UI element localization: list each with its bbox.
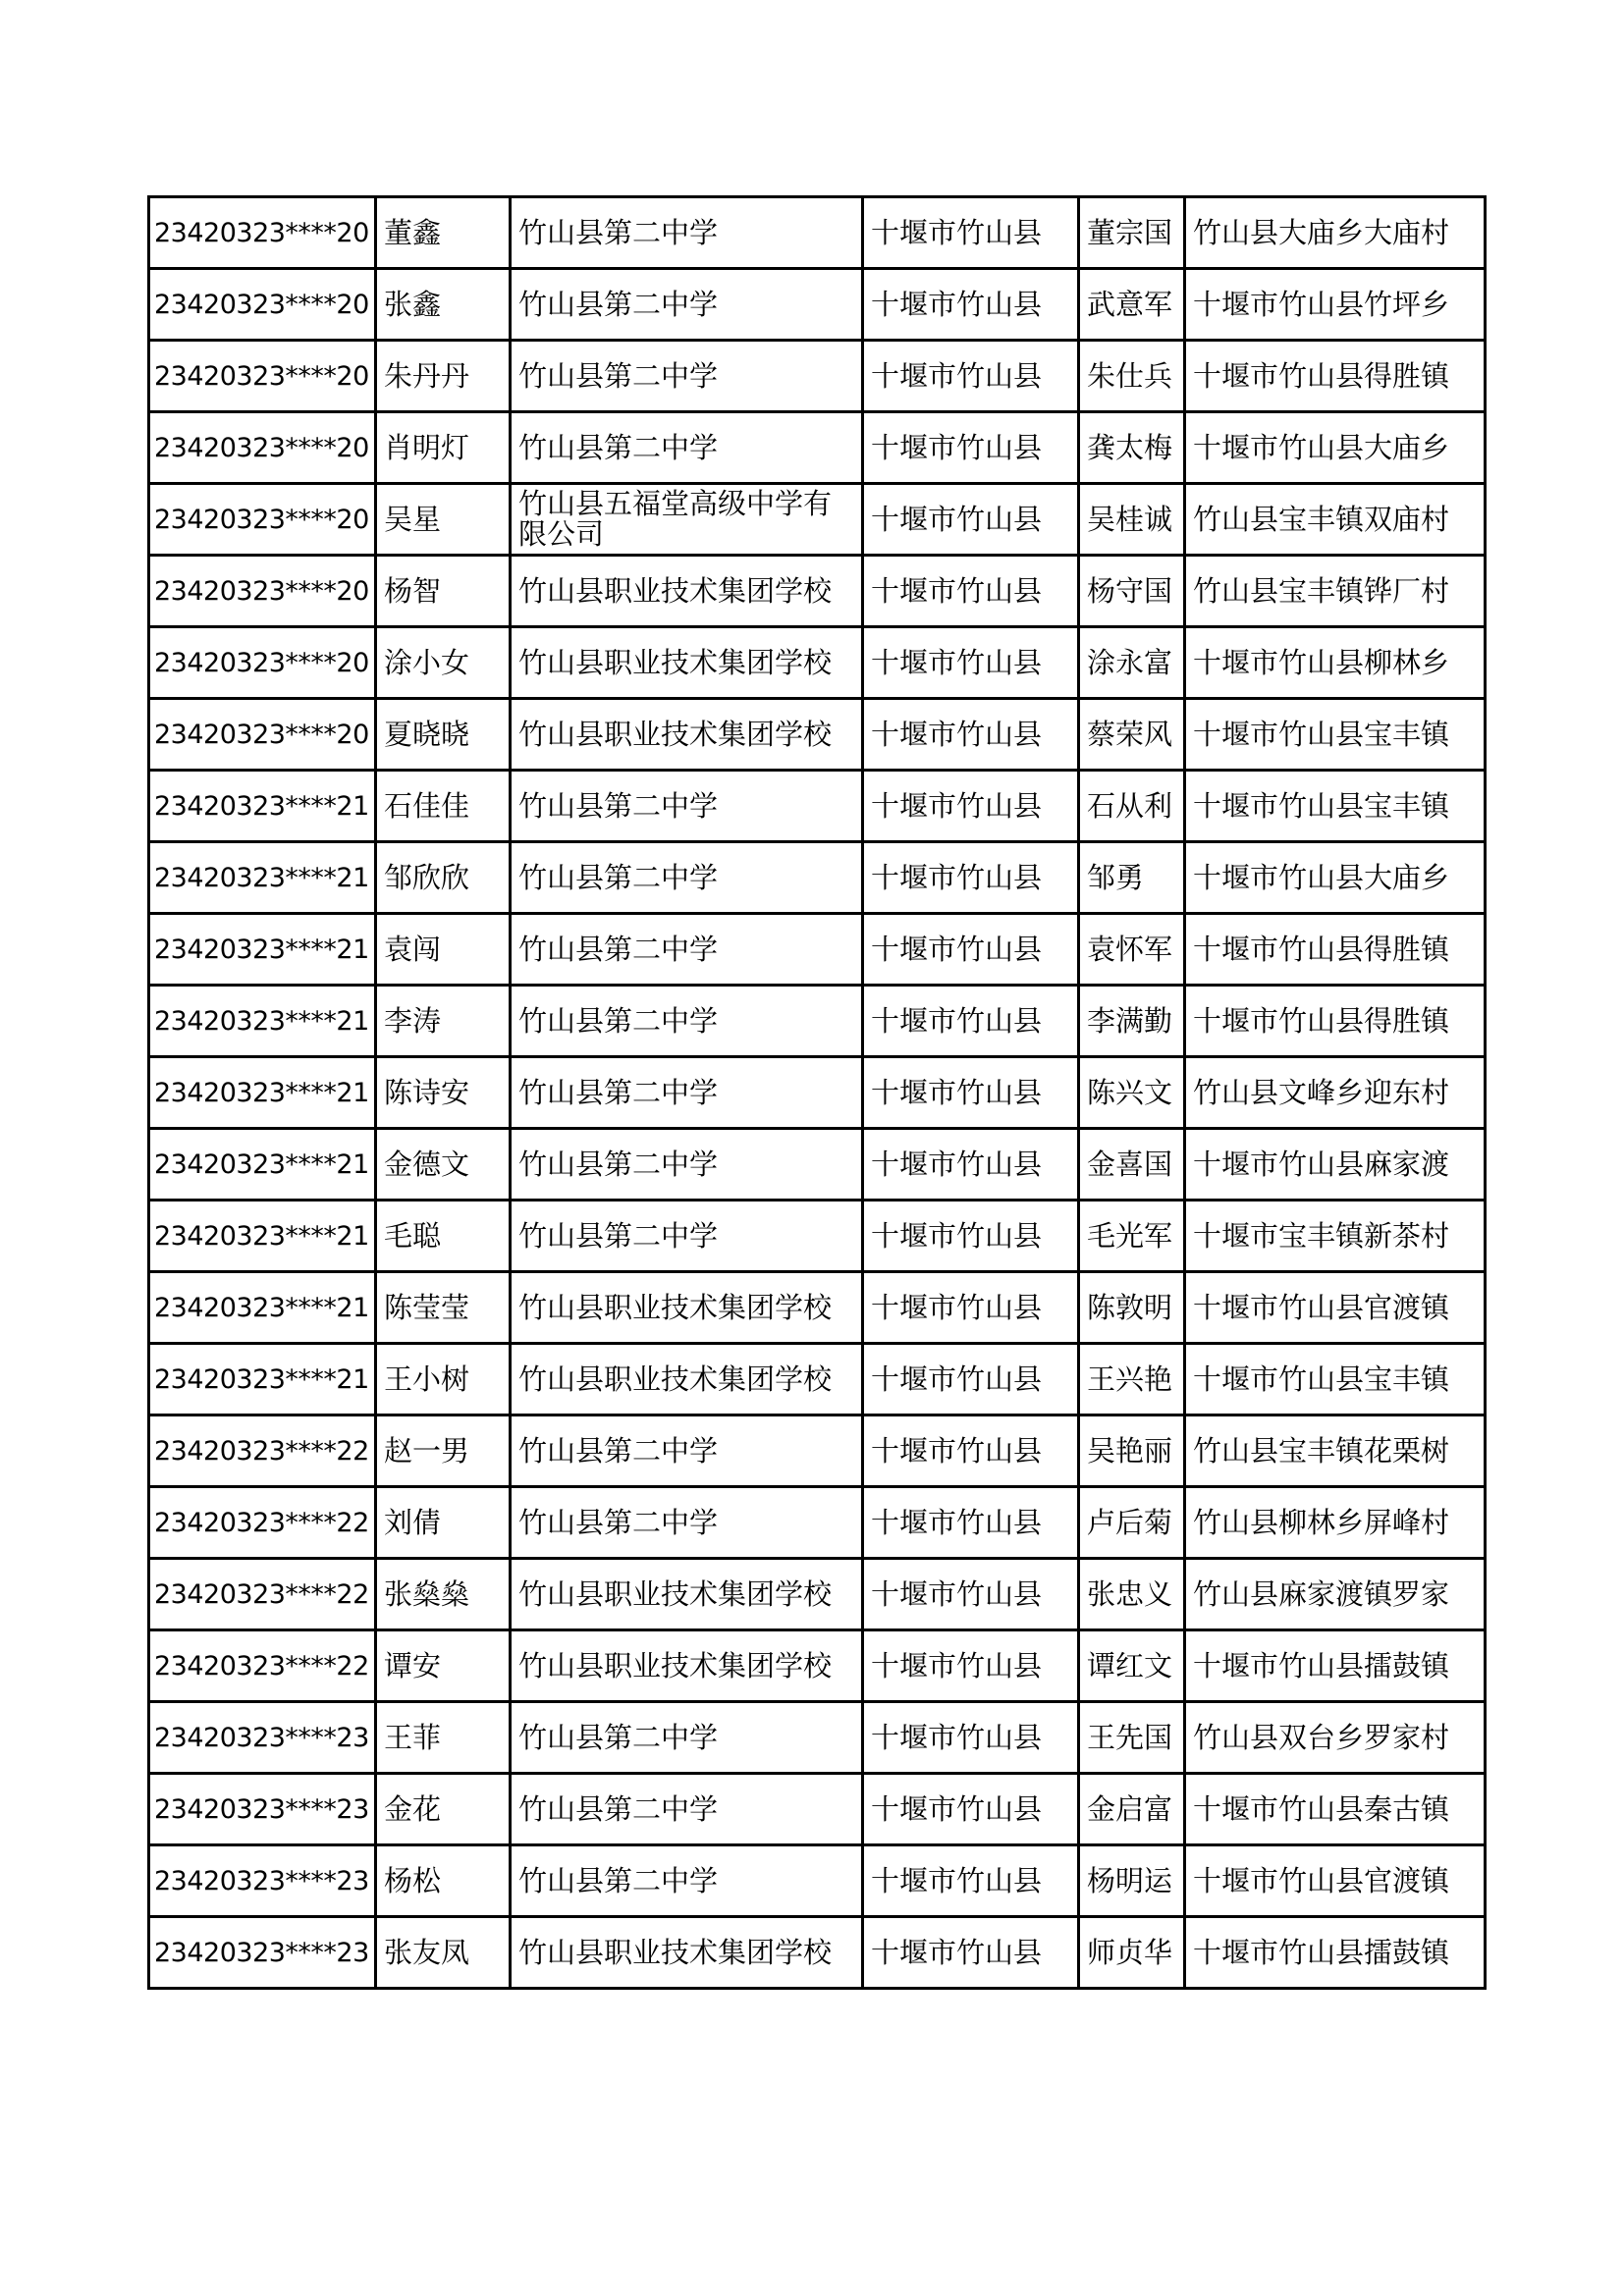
id-cell: 23420323****23	[149, 1917, 376, 1989]
name-cell: 夏晓晓	[376, 699, 511, 771]
table-row	[149, 1630, 1486, 1702]
id-cell: 23420323****20	[149, 699, 376, 771]
id-cell: 23420323****22	[149, 1559, 376, 1630]
id-cell: 23420323****22	[149, 1487, 376, 1559]
guardian-cell: 蔡荣风	[1079, 699, 1185, 771]
table-row	[149, 1272, 1486, 1344]
table-row	[149, 986, 1486, 1057]
address-cell: 十堰市竹山县得胜镇	[1185, 914, 1486, 986]
region-cell: 十堰市竹山县	[863, 1487, 1079, 1559]
id-cell: 23420323****21	[149, 771, 376, 842]
id-cell: 23420323****21	[149, 914, 376, 986]
address-cell: 十堰市竹山县官渡镇	[1185, 1845, 1486, 1917]
name-cell: 杨智	[376, 556, 511, 627]
school-cell: 竹山县第二中学	[511, 341, 863, 412]
school-cell: 竹山县第二中学	[511, 269, 863, 341]
id-cell: 23420323****20	[149, 197, 376, 269]
name-cell: 陈诗安	[376, 1057, 511, 1129]
region-cell: 十堰市竹山县	[863, 1201, 1079, 1272]
id-cell: 23420323****20	[149, 484, 376, 556]
school-cell: 竹山县职业技术集团学校	[511, 699, 863, 771]
guardian-cell: 吴艳丽	[1079, 1415, 1185, 1487]
id-cell: 23420323****22	[149, 1415, 376, 1487]
region-cell: 十堰市竹山县	[863, 1559, 1079, 1630]
table-row	[149, 1559, 1486, 1630]
region-cell: 十堰市竹山县	[863, 986, 1079, 1057]
name-cell: 袁闯	[376, 914, 511, 986]
region-cell: 十堰市竹山县	[863, 771, 1079, 842]
address-cell: 十堰市竹山县官渡镇	[1185, 1272, 1486, 1344]
id-cell: 23420323****20	[149, 556, 376, 627]
table-row	[149, 699, 1486, 771]
guardian-cell: 毛光军	[1079, 1201, 1185, 1272]
id-cell: 23420323****23	[149, 1845, 376, 1917]
table-row	[149, 1129, 1486, 1201]
guardian-cell: 李满勤	[1079, 986, 1185, 1057]
table-row	[149, 1057, 1486, 1129]
school-cell: 竹山县第二中学	[511, 1129, 863, 1201]
table-row	[149, 1415, 1486, 1487]
address-cell: 十堰市竹山县宝丰镇	[1185, 1344, 1486, 1415]
name-cell: 涂小女	[376, 627, 511, 699]
table-row	[149, 1702, 1486, 1774]
id-cell: 23420323****23	[149, 1702, 376, 1774]
id-cell: 23420323****21	[149, 842, 376, 914]
guardian-cell: 王兴艳	[1079, 1344, 1185, 1415]
roster-table	[147, 195, 1487, 1990]
table-row	[149, 627, 1486, 699]
id-cell: 23420323****23	[149, 1774, 376, 1845]
id-cell: 23420323****20	[149, 412, 376, 484]
guardian-cell: 陈敦明	[1079, 1272, 1185, 1344]
address-cell: 十堰市竹山县得胜镇	[1185, 341, 1486, 412]
table-row	[149, 556, 1486, 627]
region-cell: 十堰市竹山县	[863, 914, 1079, 986]
id-cell: 23420323****21	[149, 1057, 376, 1129]
guardian-cell: 袁怀军	[1079, 914, 1185, 986]
name-cell: 王小树	[376, 1344, 511, 1415]
region-cell: 十堰市竹山县	[863, 1344, 1079, 1415]
school-cell: 竹山县职业技术集团学校	[511, 1630, 863, 1702]
table-row	[149, 1344, 1486, 1415]
guardian-cell: 杨守国	[1079, 556, 1185, 627]
address-cell: 竹山县文峰乡迎东村	[1185, 1057, 1486, 1129]
address-cell: 十堰市竹山县大庙乡	[1185, 412, 1486, 484]
id-cell: 23420323****22	[149, 1630, 376, 1702]
region-cell: 十堰市竹山县	[863, 1415, 1079, 1487]
region-cell: 十堰市竹山县	[863, 1702, 1079, 1774]
region-cell: 十堰市竹山县	[863, 699, 1079, 771]
school-cell: 竹山县第二中学	[511, 1057, 863, 1129]
guardian-cell: 张忠义	[1079, 1559, 1185, 1630]
address-cell: 竹山县宝丰镇铧厂村	[1185, 556, 1486, 627]
region-cell: 十堰市竹山县	[863, 627, 1079, 699]
name-cell: 石佳佳	[376, 771, 511, 842]
id-cell: 23420323****21	[149, 1344, 376, 1415]
guardian-cell: 卢后菊	[1079, 1487, 1185, 1559]
address-cell: 十堰市竹山县擂鼓镇	[1185, 1630, 1486, 1702]
guardian-cell: 邹勇	[1079, 842, 1185, 914]
name-cell: 毛聪	[376, 1201, 511, 1272]
address-cell: 竹山县宝丰镇花栗树	[1185, 1415, 1486, 1487]
region-cell: 十堰市竹山县	[863, 1272, 1079, 1344]
region-cell: 十堰市竹山县	[863, 1129, 1079, 1201]
guardian-cell: 吴桂诚	[1079, 484, 1185, 556]
roster-table-body	[149, 197, 1486, 1989]
region-cell: 十堰市竹山县	[863, 269, 1079, 341]
school-cell: 竹山县第二中学	[511, 914, 863, 986]
school-cell: 竹山县职业技术集团学校	[511, 1917, 863, 1989]
region-cell: 十堰市竹山县	[863, 1057, 1079, 1129]
school-cell: 竹山县五福堂高级中学有限公司	[511, 484, 863, 556]
school-cell: 竹山县第二中学	[511, 1845, 863, 1917]
table-row	[149, 1487, 1486, 1559]
school-cell: 竹山县第二中学	[511, 1774, 863, 1845]
table-row	[149, 842, 1486, 914]
name-cell: 金德文	[376, 1129, 511, 1201]
name-cell: 刘倩	[376, 1487, 511, 1559]
region-cell: 十堰市竹山县	[863, 1845, 1079, 1917]
school-cell: 竹山县第二中学	[511, 1487, 863, 1559]
region-cell: 十堰市竹山县	[863, 1630, 1079, 1702]
address-cell: 十堰市竹山县擂鼓镇	[1185, 1917, 1486, 1989]
school-cell: 竹山县职业技术集团学校	[511, 556, 863, 627]
region-cell: 十堰市竹山县	[863, 1774, 1079, 1845]
id-cell: 23420323****21	[149, 986, 376, 1057]
name-cell: 吴星	[376, 484, 511, 556]
address-cell: 十堰市竹山县秦古镇	[1185, 1774, 1486, 1845]
id-cell: 23420323****21	[149, 1201, 376, 1272]
school-cell: 竹山县职业技术集团学校	[511, 627, 863, 699]
address-cell: 十堰市竹山县大庙乡	[1185, 842, 1486, 914]
school-cell: 竹山县职业技术集团学校	[511, 1559, 863, 1630]
name-cell: 赵一男	[376, 1415, 511, 1487]
guardian-cell: 金喜国	[1079, 1129, 1185, 1201]
region-cell: 十堰市竹山县	[863, 556, 1079, 627]
address-cell: 竹山县双台乡罗家村	[1185, 1702, 1486, 1774]
name-cell: 王菲	[376, 1702, 511, 1774]
guardian-cell: 董宗国	[1079, 197, 1185, 269]
address-cell: 十堰市竹山县得胜镇	[1185, 986, 1486, 1057]
region-cell: 十堰市竹山县	[863, 842, 1079, 914]
table-row	[149, 1774, 1486, 1845]
address-cell: 竹山县宝丰镇双庙村	[1185, 484, 1486, 556]
guardian-cell: 谭红文	[1079, 1630, 1185, 1702]
table-row	[149, 914, 1486, 986]
guardian-cell: 龚太梅	[1079, 412, 1185, 484]
id-cell: 23420323****21	[149, 1129, 376, 1201]
table-row	[149, 771, 1486, 842]
table-row	[149, 1201, 1486, 1272]
guardian-cell: 金启富	[1079, 1774, 1185, 1845]
region-cell: 十堰市竹山县	[863, 197, 1079, 269]
name-cell: 张鑫	[376, 269, 511, 341]
name-cell: 肖明灯	[376, 412, 511, 484]
id-cell: 23420323****20	[149, 341, 376, 412]
name-cell: 李涛	[376, 986, 511, 1057]
address-cell: 十堰市宝丰镇新茶村	[1185, 1201, 1486, 1272]
guardian-cell: 涂永富	[1079, 627, 1185, 699]
name-cell: 陈莹莹	[376, 1272, 511, 1344]
school-cell: 竹山县第二中学	[511, 842, 863, 914]
address-cell: 竹山县大庙乡大庙村	[1185, 197, 1486, 269]
school-cell: 竹山县第二中学	[511, 1201, 863, 1272]
name-cell: 金花	[376, 1774, 511, 1845]
address-cell: 竹山县柳林乡屏峰村	[1185, 1487, 1486, 1559]
school-cell: 竹山县第二中学	[511, 1415, 863, 1487]
school-cell: 竹山县第二中学	[511, 986, 863, 1057]
table-row	[149, 197, 1486, 269]
name-cell: 朱丹丹	[376, 341, 511, 412]
name-cell: 董鑫	[376, 197, 511, 269]
address-cell: 十堰市竹山县宝丰镇	[1185, 771, 1486, 842]
address-cell: 十堰市竹山县竹坪乡	[1185, 269, 1486, 341]
name-cell: 谭安	[376, 1630, 511, 1702]
guardian-cell: 师贞华	[1079, 1917, 1185, 1989]
guardian-cell: 王先国	[1079, 1702, 1185, 1774]
guardian-cell: 陈兴文	[1079, 1057, 1185, 1129]
school-cell: 竹山县第二中学	[511, 197, 863, 269]
id-cell: 23420323****20	[149, 269, 376, 341]
table-row	[149, 1845, 1486, 1917]
guardian-cell: 武意军	[1079, 269, 1185, 341]
name-cell: 张燊燊	[376, 1559, 511, 1630]
guardian-cell: 石从利	[1079, 771, 1185, 842]
name-cell: 邹欣欣	[376, 842, 511, 914]
school-cell: 竹山县职业技术集团学校	[511, 1344, 863, 1415]
guardian-cell: 杨明运	[1079, 1845, 1185, 1917]
name-cell: 张友凤	[376, 1917, 511, 1989]
address-cell: 十堰市竹山县麻家渡	[1185, 1129, 1486, 1201]
school-cell: 竹山县职业技术集团学校	[511, 1272, 863, 1344]
table-row	[149, 484, 1486, 556]
address-cell: 十堰市竹山县宝丰镇	[1185, 699, 1486, 771]
school-cell: 竹山县第二中学	[511, 412, 863, 484]
school-cell: 竹山县第二中学	[511, 771, 863, 842]
region-cell: 十堰市竹山县	[863, 484, 1079, 556]
id-cell: 23420323****21	[149, 1272, 376, 1344]
id-cell: 23420323****20	[149, 627, 376, 699]
region-cell: 十堰市竹山县	[863, 1917, 1079, 1989]
region-cell: 十堰市竹山县	[863, 412, 1079, 484]
table-row	[149, 341, 1486, 412]
table-row	[149, 1917, 1486, 1989]
address-cell: 竹山县麻家渡镇罗家	[1185, 1559, 1486, 1630]
address-cell: 十堰市竹山县柳林乡	[1185, 627, 1486, 699]
school-cell: 竹山县第二中学	[511, 1702, 863, 1774]
table-row	[149, 412, 1486, 484]
region-cell: 十堰市竹山县	[863, 341, 1079, 412]
name-cell: 杨松	[376, 1845, 511, 1917]
table-row	[149, 269, 1486, 341]
guardian-cell: 朱仕兵	[1079, 341, 1185, 412]
